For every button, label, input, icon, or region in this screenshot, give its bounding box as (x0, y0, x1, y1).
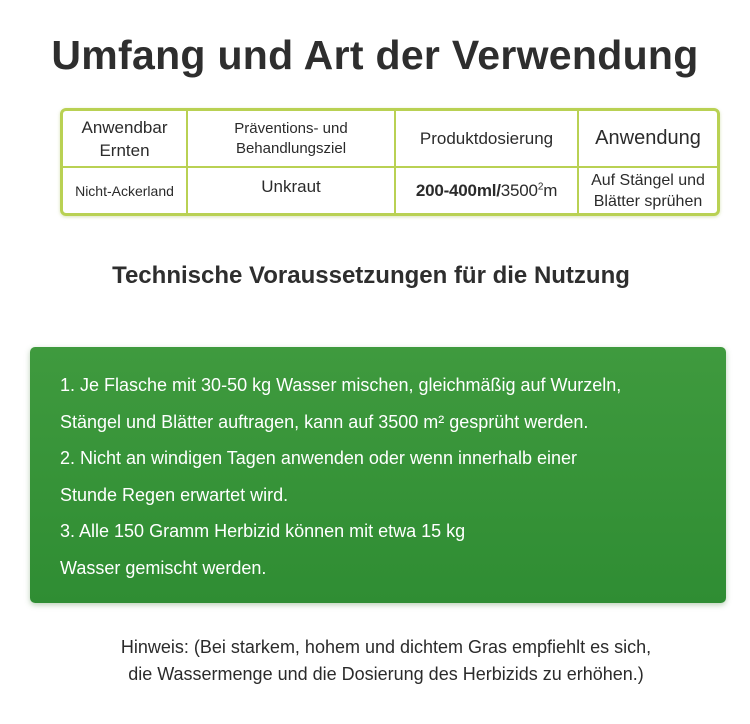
header-dosage: Produktdosierung (395, 111, 578, 167)
dosage-area: 3500 (500, 180, 538, 200)
application-line1: Auf Stängel und (591, 171, 705, 189)
table-row (63, 167, 717, 213)
cell-application (578, 167, 717, 213)
section-subtitle: Technische Voraussetzungen für die Nutzung (112, 262, 630, 289)
cell-dosage (395, 167, 578, 213)
header-application: Anwendung (578, 111, 717, 167)
hint-line1: Hinweis: (Bei starkem, hohem und dichtem Gras empfiehlt es sich, (120, 637, 652, 657)
table-header-row (63, 111, 717, 167)
instructions-box (30, 347, 726, 603)
instruction-line: 2. Nicht an windigen Tagen anwenden oder wenn innerhalb einer (60, 448, 578, 468)
header-target-line2: Behandlungsziel (235, 139, 347, 157)
dosage-exponent: 2 (537, 180, 544, 192)
header-target-line1: Präventions- und (234, 119, 348, 137)
header-crops-line2: Ernten (99, 140, 150, 160)
dosage-amount: 200-400ml/ (415, 180, 501, 200)
header-crops (63, 111, 187, 167)
instruction-line: Wasser gemischt werden. (60, 558, 267, 578)
cell-target (187, 167, 395, 213)
cell-crops: Nicht-Ackerland (63, 167, 187, 213)
header-target (187, 111, 395, 167)
dosage-unit: m (543, 180, 558, 200)
cell-target-text: Unkraut (261, 176, 321, 196)
hint-line2: die Wassermenge und die Dosierung des Herbizids zu erhöhen.) (128, 664, 644, 684)
instruction-line: Stunde Regen erwartet wird. (60, 485, 289, 505)
instruction-line: 1. Je Flasche mit 30-50 kg Wasser mischen, gleichmäßig auf Wurzeln, (60, 375, 622, 395)
page-title: Umfang und Art der Verwendung (51, 32, 699, 78)
instruction-line: 3. Alle 150 Gramm Herbizid können mit etwa 15 kg (60, 521, 466, 541)
instruction-line: Stängel und Blätter auftragen, kann auf 3500 m² gesprüht werden. (60, 412, 589, 432)
header-crops-line1: Anwendbar (81, 117, 168, 137)
hint-note (0, 634, 750, 688)
application-line2: Blätter sprühen (593, 192, 703, 210)
usage-table (60, 108, 720, 216)
usage-table-grid (63, 111, 717, 213)
